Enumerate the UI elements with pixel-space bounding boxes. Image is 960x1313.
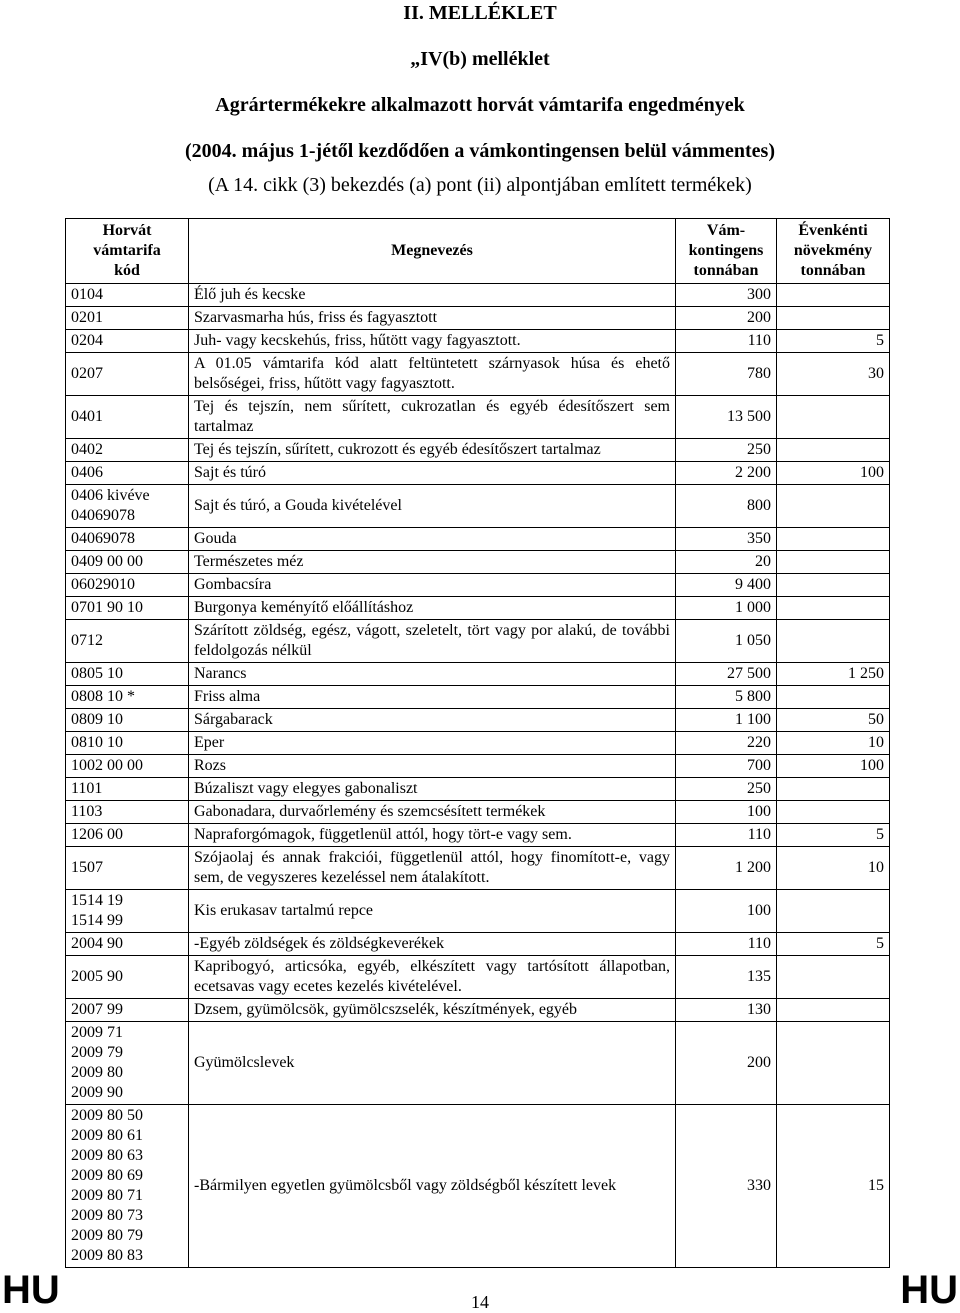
increment-cell: 5	[777, 330, 890, 353]
product-name-cell: Sajt és túró, a Gouda kivételével	[189, 485, 676, 528]
increment-cell	[777, 778, 890, 801]
tariff-code-cell: 1206 00	[66, 824, 189, 847]
quota-cell: 130	[676, 999, 777, 1022]
table-row	[66, 485, 890, 528]
product-name-cell: Tej és tejszín, nem sűrített, cukrozatlan és egyéb édesítőszert sem tartalmaz	[189, 396, 676, 439]
tariff-code-cell: 0401	[66, 396, 189, 439]
product-name-cell: Friss alma	[189, 686, 676, 709]
tariff-code-cell: 0808 10 *	[66, 686, 189, 709]
product-name-cell: Gyümölcslevek	[189, 1022, 676, 1105]
increment-cell	[777, 396, 890, 439]
tariff-code-cell: 0406	[66, 462, 189, 485]
quota-cell: 5 800	[676, 686, 777, 709]
table-row	[66, 620, 890, 663]
tariff-code-cell: 2007 99	[66, 999, 189, 1022]
table-row	[66, 1022, 890, 1105]
tariff-code-cell: 1103	[66, 801, 189, 824]
table-row	[66, 284, 890, 307]
table-row	[66, 1105, 890, 1268]
tariff-code-cell: 0204	[66, 330, 189, 353]
tariff-code-cell: 2005 90	[66, 956, 189, 999]
increment-cell	[777, 551, 890, 574]
annex-title: II. MELLÉKLET	[403, 2, 557, 24]
increment-cell: 15	[777, 1105, 890, 1268]
quota-cell: 200	[676, 307, 777, 330]
product-name-cell: Szarvasmarha hús, friss és fagyasztott	[189, 307, 676, 330]
quota-cell: 700	[676, 755, 777, 778]
table-row	[66, 439, 890, 462]
increment-cell	[777, 597, 890, 620]
tariff-code-cell: 04069078	[66, 528, 189, 551]
tariff-code-cell: 0402	[66, 439, 189, 462]
tariff-code-cell: 2004 90	[66, 933, 189, 956]
quota-cell: 100	[676, 890, 777, 933]
product-name-cell: Sárgabarack	[189, 709, 676, 732]
tariff-code-cell: 0809 10	[66, 709, 189, 732]
increment-cell	[777, 439, 890, 462]
quota-cell: 800	[676, 485, 777, 528]
increment-cell	[777, 999, 890, 1022]
product-name-cell: Gombacsíra	[189, 574, 676, 597]
increment-cell	[777, 956, 890, 999]
product-name-cell: Narancs	[189, 663, 676, 686]
quota-cell: 300	[676, 284, 777, 307]
tariff-code-cell: 06029010	[66, 574, 189, 597]
product-name-cell: Gabonadara, durvaőrlemény és szemcsésített termékek	[189, 801, 676, 824]
tariff-code-cell: 0701 90 10	[66, 597, 189, 620]
tariff-code-cell: 1101	[66, 778, 189, 801]
tariff-code-cell: 0810 10	[66, 732, 189, 755]
quota-cell: 2 200	[676, 462, 777, 485]
increment-cell	[777, 485, 890, 528]
tariff-code-cell: 2009 71 2009 79 2009 80 2009 90	[66, 1022, 189, 1105]
table-row	[66, 801, 890, 824]
increment-cell: 1 250	[777, 663, 890, 686]
quota-cell: 250	[676, 778, 777, 801]
tariff-code-cell: 1002 00 00	[66, 755, 189, 778]
table-row	[66, 462, 890, 485]
quota-cell: 110	[676, 330, 777, 353]
product-name-cell: Kis erukasav tartalmú repce	[189, 890, 676, 933]
product-name-cell: Napraforgómagok, függetlenül attól, hogy tört-e vagy sem.	[189, 824, 676, 847]
quota-cell: 135	[676, 956, 777, 999]
product-name-cell: Élő juh és kecske	[189, 284, 676, 307]
product-name-cell: Rozs	[189, 755, 676, 778]
quota-cell: 1 000	[676, 597, 777, 620]
hu-mark-left: HU	[2, 1268, 60, 1312]
document-subtitle: (2004. május 1-jétől kezdődően a vámkontingensen belül vámmentes)	[185, 140, 775, 162]
tariff-code-cell: 0406 kivéve 04069078	[66, 485, 189, 528]
increment-cell	[777, 284, 890, 307]
header-name: Megnevezés	[189, 219, 676, 284]
table-row	[66, 847, 890, 890]
table-row	[66, 933, 890, 956]
quota-cell: 27 500	[676, 663, 777, 686]
tariff-table	[65, 218, 890, 1268]
product-name-cell: -Egyéb zöldségek és zöldségkeverékek	[189, 933, 676, 956]
table-row	[66, 755, 890, 778]
table-row	[66, 778, 890, 801]
table-row	[66, 824, 890, 847]
quota-cell: 1 050	[676, 620, 777, 663]
increment-cell: 100	[777, 462, 890, 485]
increment-cell	[777, 890, 890, 933]
subannex-title: „IV(b) melléklet	[410, 48, 550, 70]
increment-cell	[777, 620, 890, 663]
table-row	[66, 709, 890, 732]
increment-cell	[777, 686, 890, 709]
quota-cell: 1 100	[676, 709, 777, 732]
product-name-cell: Búzaliszt vagy elegyes gabonaliszt	[189, 778, 676, 801]
product-name-cell: Természetes méz	[189, 551, 676, 574]
tariff-code-cell: 0409 00 00	[66, 551, 189, 574]
increment-cell: 5	[777, 824, 890, 847]
tariff-code-cell: 0201	[66, 307, 189, 330]
header-code: Horvát vámtarifa kód	[66, 219, 189, 284]
table-row	[66, 686, 890, 709]
table-row	[66, 890, 890, 933]
tariff-code-cell: 0712	[66, 620, 189, 663]
quota-cell: 250	[676, 439, 777, 462]
increment-cell	[777, 574, 890, 597]
tariff-code-cell: 0805 10	[66, 663, 189, 686]
table-row	[66, 999, 890, 1022]
table-row	[66, 528, 890, 551]
tariff-code-cell: 0207	[66, 353, 189, 396]
product-name-cell: Szójaolaj és annak frakciói, függetlenül attól, hogy finomított-e, vagy sem, de vegyszeres kezeléssel nem átalakított.	[189, 847, 676, 890]
table-body	[66, 284, 890, 1268]
increment-cell: 5	[777, 933, 890, 956]
product-name-cell: Burgonya keményítő előállításhoz	[189, 597, 676, 620]
product-name-cell: Szárított zöldség, egész, vágott, szeletelt, tört vagy por alakú, de további feldolgozás nélkül	[189, 620, 676, 663]
quota-cell: 110	[676, 933, 777, 956]
product-name-cell: Sajt és túró	[189, 462, 676, 485]
table-row	[66, 732, 890, 755]
quota-cell: 20	[676, 551, 777, 574]
increment-cell	[777, 307, 890, 330]
table-row	[66, 597, 890, 620]
increment-cell: 10	[777, 732, 890, 755]
quota-cell: 1 200	[676, 847, 777, 890]
document-title: Agrártermékekre alkalmazott horvát vámtarifa engedmények	[215, 94, 745, 116]
table-row	[66, 307, 890, 330]
tariff-code-cell: 1514 19 1514 99	[66, 890, 189, 933]
header-increment: Évenkénti növekmény tonnában	[777, 219, 890, 284]
quota-cell: 330	[676, 1105, 777, 1268]
quota-cell: 780	[676, 353, 777, 396]
product-name-cell: A 01.05 vámtarifa kód alatt feltüntetett szárnyasok húsa és ehető belsőségei, friss, hűtött vagy fagyasztott.	[189, 353, 676, 396]
hu-mark-right: HU	[900, 1268, 958, 1312]
quota-cell: 200	[676, 1022, 777, 1105]
quota-cell: 110	[676, 824, 777, 847]
product-name-cell: Eper	[189, 732, 676, 755]
table-header-row	[66, 219, 890, 284]
quota-cell: 9 400	[676, 574, 777, 597]
tariff-code-cell: 1507	[66, 847, 189, 890]
product-name-cell: Juh- vagy kecskehús, friss, hűtött vagy fagyasztott.	[189, 330, 676, 353]
tariff-code-cell: 2009 80 50 2009 80 61 2009 80 63 2009 80 69 2009 80 71 2009 80 73 2009 80 79 2009 80 83	[66, 1105, 189, 1268]
increment-cell: 50	[777, 709, 890, 732]
table-row	[66, 663, 890, 686]
increment-cell: 100	[777, 755, 890, 778]
quota-cell: 350	[676, 528, 777, 551]
table-row	[66, 353, 890, 396]
increment-cell: 10	[777, 847, 890, 890]
header-quota: Vám- kontingens tonnában	[676, 219, 777, 284]
product-name-cell: -Bármilyen egyetlen gyümölcsből vagy zöldségből készített levek	[189, 1105, 676, 1268]
table-row	[66, 330, 890, 353]
tariff-code-cell: 0104	[66, 284, 189, 307]
quota-cell: 100	[676, 801, 777, 824]
increment-cell	[777, 801, 890, 824]
table-row	[66, 396, 890, 439]
page-number: 14	[471, 1292, 489, 1312]
table-row	[66, 956, 890, 999]
increment-cell	[777, 1022, 890, 1105]
reference-line: (A 14. cikk (3) bekezdés (a) pont (ii) alpontjában említett termékek)	[208, 174, 752, 196]
product-name-cell: Tej és tejszín, sűrített, cukrozott és egyéb édesítőszert tartalmaz	[189, 439, 676, 462]
increment-cell: 30	[777, 353, 890, 396]
quota-cell: 220	[676, 732, 777, 755]
product-name-cell: Dzsem, gyümölcsök, gyümölcszselék, készítmények, egyéb	[189, 999, 676, 1022]
quota-cell: 13 500	[676, 396, 777, 439]
table-row	[66, 551, 890, 574]
table-row	[66, 574, 890, 597]
product-name-cell: Gouda	[189, 528, 676, 551]
increment-cell	[777, 528, 890, 551]
product-name-cell: Kapribogyó, articsóka, egyéb, elkészített vagy tartósított állapotban, ecetsavas vagy ecetes kezelés kivételével.	[189, 956, 676, 999]
